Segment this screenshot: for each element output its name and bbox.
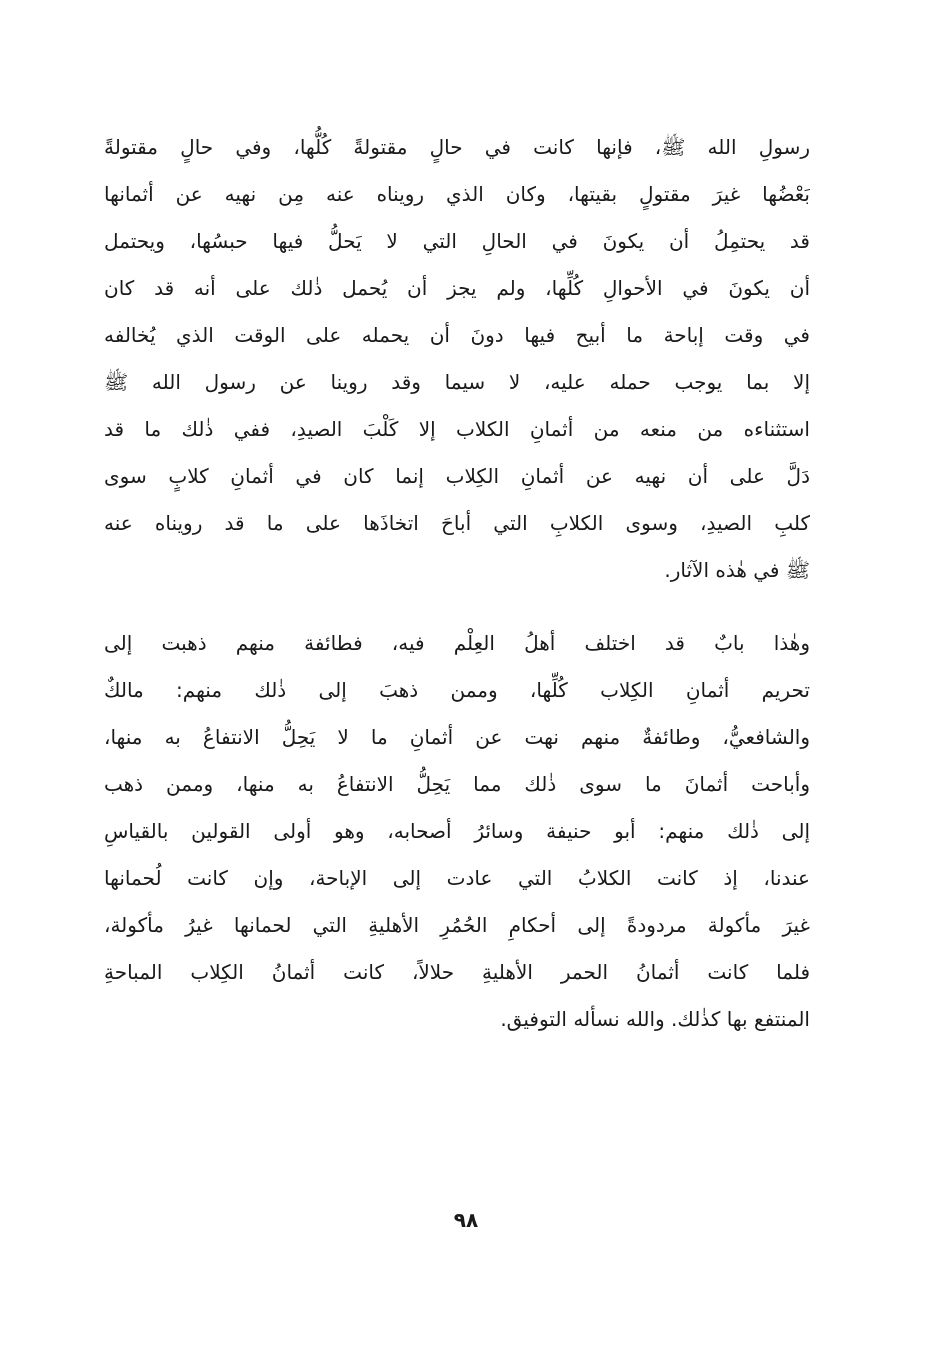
page-number: ٩٨ bbox=[453, 1208, 479, 1232]
text-line: تحريم أثمانِ الكِلاب كُلِّها، وممن ذهبَ إلى ذٰلك منهم: مالكٌ bbox=[104, 678, 810, 702]
text-line: فلما كانت أثمانُ الحمر الأهليةِ حلالاً، كانت أثمانُ الكِلاب المباحةِ bbox=[104, 960, 810, 984]
text-line: في وقت إباحة ما أبيح فيها دونَ أن يحمله على الوقت الذي يُخالفه bbox=[104, 323, 810, 347]
paragraph-2 bbox=[104, 620, 810, 1043]
text-line: المنتفع بها كذٰلك. والله نسأله التوفيق. bbox=[500, 1007, 810, 1031]
text-line: والشافعيُّ، وطائفةٌ منهم نهت عن أثمانِ ما لا يَحِلُّ الانتفاعُ به منها، bbox=[104, 725, 810, 749]
text-line: دَلَّ على أن نهيه عن أثمانِ الكِلاب إنما كان في أثمانِ كلابٍ سوى bbox=[104, 464, 810, 488]
text-line: إلا بما يوجب حمله عليه، لا سيما وقد روينا عن رسول الله ﷺ bbox=[104, 370, 810, 394]
text-line: كلبِ الصيدِ، وسوى الكلابِ التي أباحَ اتخاذَها على ما قد رويناه عنه bbox=[104, 511, 810, 535]
text-line: وهٰذا بابٌ قد اختلف أهلُ العِلْم فيه، فطائفة منهم ذهبت إلى bbox=[104, 631, 810, 655]
text-line: قد يحتمِلُ أن يكونَ في الحالِ التي لا يَحلُّ فيها حبسُها، ويحتمل bbox=[104, 229, 810, 253]
paragraph-1 bbox=[104, 124, 810, 594]
text-line: غيرَ مأكولة مردودةً إلى أحكامِ الحُمُرِ الأهليةِ التي لحمانها غيرُ مأكولة، bbox=[104, 913, 810, 937]
text-line: إلى ذٰلك منهم: أبو حنيفة وسائرُ أصحابه، وهو أولى القولين بالقياسِ bbox=[104, 819, 810, 843]
text-line: بَعْضُها غيرَ مقتولٍ بقيتها، وكان الذي رويناه عنه مِن نهيه عن أثمانها bbox=[104, 182, 810, 206]
text-line: عندنا، إذ كانت الكلابُ التي عادت إلى الإباحة، وإن كانت لُحمانها bbox=[104, 866, 810, 890]
text-line: أن يكونَ في الأحوالِ كُلِّها، ولم يجز أن يُحمل ذٰلك على أنه قد كان bbox=[104, 276, 810, 300]
text-line: استثناءه من منعه من أثمانِ الكلاب إلا كَلْبَ الصيدِ، ففي ذٰلك ما قد bbox=[104, 417, 810, 441]
text-line: رسولِ الله ﷺ، فإنها كانت في حالٍ مقتولةً كُلُّها، وفي حالٍ مقتولةً bbox=[104, 135, 810, 159]
text-line: ﷺ في هٰذه الآثار. bbox=[664, 558, 810, 582]
text-line: وأباحت أثمانَ ما سوى ذٰلك مما يَحِلُّ الانتفاعُ به منها، وممن ذهب bbox=[104, 772, 810, 796]
